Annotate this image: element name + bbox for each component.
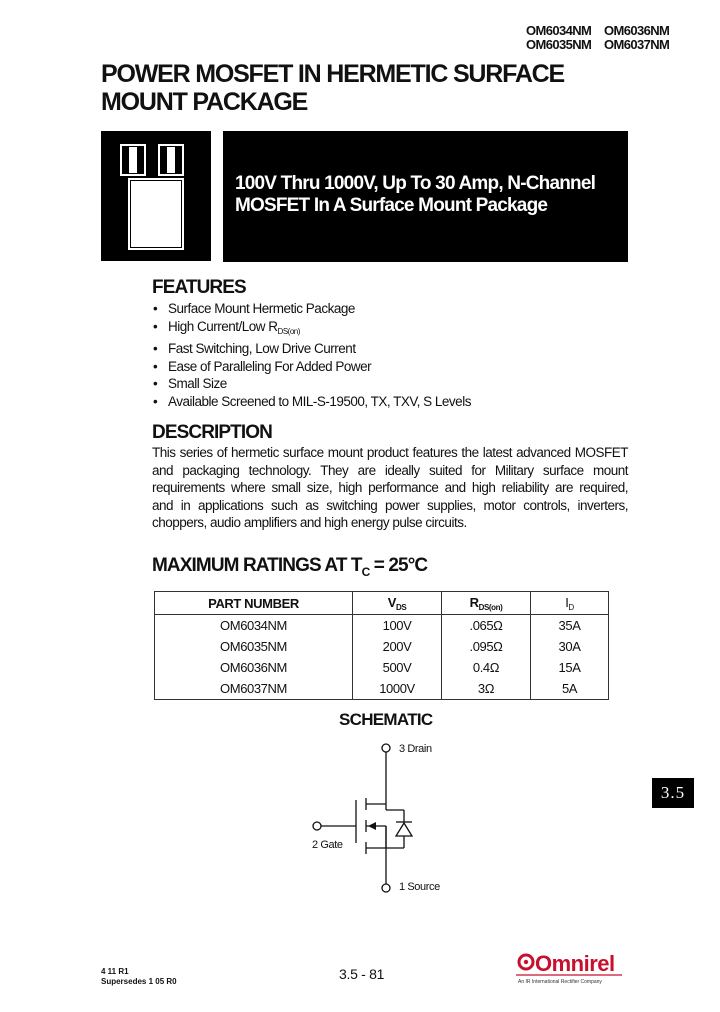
cell-vds: 100V (353, 615, 442, 637)
cell-rds: 0.4Ω (442, 657, 531, 678)
table-row (155, 615, 609, 637)
part-number: OM6034NM (526, 23, 592, 38)
drain-label: 3 Drain (399, 743, 432, 755)
headline-banner (223, 131, 628, 262)
cell-part: OM6036NM (155, 657, 353, 678)
description-line: This series of hermetic surface mount product features the latest advanced MOSFET (152, 445, 628, 460)
ratings-heading: MAXIMUM RATINGS AT $T_C = 25^\circ C$ (152, 555, 428, 579)
description-line: choppers, audio amplifiers and high energy pulse circuits. (152, 515, 467, 531)
description-heading: DESCRIPTION (152, 422, 272, 443)
schematic-heading: SCHEMATIC (339, 710, 433, 729)
feature-item: • Small Size (152, 375, 471, 393)
header-part-number: PART NUMBER (155, 592, 353, 615)
cell-rds: .095Ω (442, 636, 531, 657)
table-row (155, 678, 609, 700)
cell-id: 15A (531, 657, 609, 678)
features-heading: FEATURES (152, 277, 246, 298)
description-line: and in applications such as switching power supplies, motor controls, inverters, (152, 497, 628, 513)
revision-info (101, 967, 177, 987)
header-id: $I_D$ (531, 592, 609, 615)
feature-item: • Available Screened to MIL-S-19500, TX, TXV, S Levels (152, 393, 471, 411)
part-number: OM6037NM (604, 37, 670, 52)
description-line: and packaging technology. They are ideally suited for Military surface mount (152, 462, 628, 478)
source-label: 1 Source (399, 881, 440, 893)
part-number: OM6035NM (526, 37, 592, 52)
cell-id: 35A (531, 615, 609, 637)
feature-item: • Ease of Paralleling For Added Power (152, 358, 471, 376)
header-rds: $R_{DS(on)}$ (442, 592, 531, 615)
cell-id: 30A (531, 636, 609, 657)
cell-vds: 1000V (353, 678, 442, 700)
cell-id: 5A (531, 678, 609, 700)
package-outline-icon (101, 131, 211, 261)
cell-part: OM6034NM (155, 615, 353, 637)
part-number: OM6036NM (604, 23, 670, 38)
supersedes: Supersedes 1 05 R0 (101, 977, 177, 986)
table-row (155, 636, 609, 657)
gate-label: 2 Gate (312, 839, 343, 851)
description-line: requirements where small size, high performance and high reliability are required, (152, 480, 628, 496)
svg-text:Omnirel: Omnirel (535, 951, 615, 976)
part-number-row (526, 38, 682, 52)
feature-item: • Fast Switching, Low Drive Current (152, 340, 471, 358)
cell-rds: .065Ω (442, 615, 531, 637)
banner-line: MOSFET In A Surface Mount Package (235, 195, 548, 216)
page-title (101, 60, 564, 116)
description-text (152, 444, 628, 532)
package-image (101, 131, 211, 261)
rds-subscript: DS(on) (277, 326, 300, 336)
feature-item: • Surface Mount Hermetic Package (152, 300, 471, 318)
feature-item: • High Current/Low $R_{DS(on)}$ (152, 318, 471, 341)
page-number: 3.5 - 81 (339, 966, 385, 982)
ratings-table (154, 591, 609, 700)
cell-rds: 3Ω (442, 678, 531, 700)
features-list (152, 300, 471, 410)
omnirel-logo-icon (516, 945, 622, 985)
cell-vds: 200V (353, 636, 442, 657)
section-tab: 3.5 (652, 778, 694, 808)
revision: 4 11 R1 (101, 967, 129, 976)
part-numbers (526, 24, 682, 52)
cell-vds: 500V (353, 657, 442, 678)
part-number-row (526, 24, 682, 38)
page-title-line: MOUNT PACKAGE (101, 88, 308, 116)
cell-part: OM6037NM (155, 678, 353, 700)
page-title-line: POWER MOSFET IN HERMETIC SURFACE (101, 60, 565, 88)
svg-text:An IR International Rectifier: An IR International Rectifier Company (518, 979, 602, 985)
table-row (155, 657, 609, 678)
header-vds: $V_{DS}$ (353, 592, 442, 615)
cell-part: OM6035NM (155, 636, 353, 657)
banner-line: 100V Thru 1000V, Up To 30 Amp, N-Channel (235, 173, 596, 194)
table-header-row (155, 592, 609, 615)
mosfet-schematic-icon (300, 738, 460, 898)
